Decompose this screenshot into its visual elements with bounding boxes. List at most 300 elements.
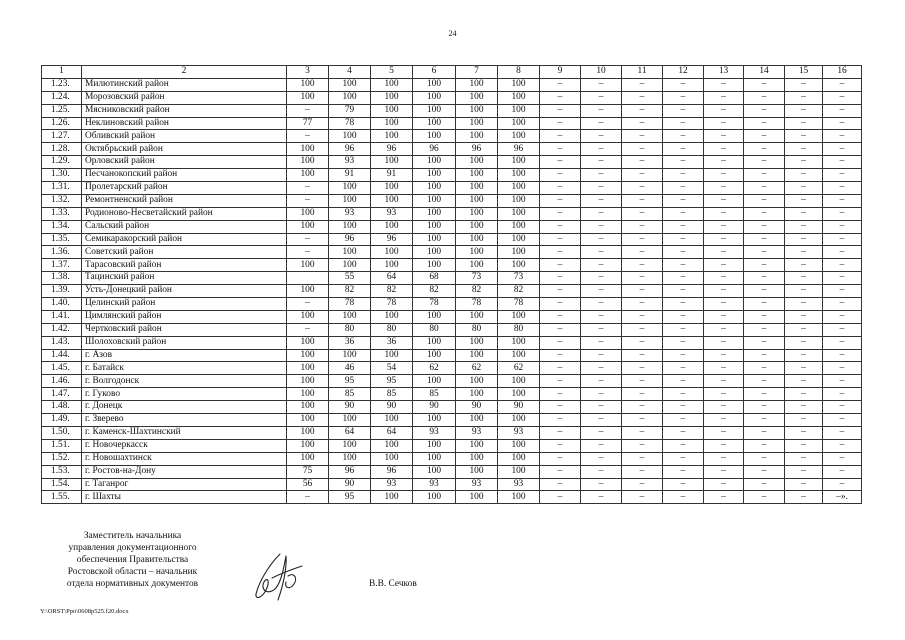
value-cell: 46 xyxy=(329,362,371,375)
value-cell: 100 xyxy=(371,349,413,362)
dash-cell: – xyxy=(744,323,785,336)
row-number: 1.48. xyxy=(42,401,82,414)
dash-cell: – xyxy=(785,182,823,195)
value-cell: 100 xyxy=(413,349,456,362)
dash-cell: – xyxy=(622,388,663,401)
row-number: 1.52. xyxy=(42,452,82,465)
value-cell: 78 xyxy=(371,298,413,311)
dash-cell: – xyxy=(540,426,581,439)
header-cell: 8 xyxy=(498,66,540,79)
dash-cell: – xyxy=(704,414,744,427)
value-cell: 100 xyxy=(413,259,456,272)
value-cell: 93 xyxy=(456,478,498,491)
dash-cell: – xyxy=(581,207,622,220)
value-cell: 100 xyxy=(498,194,540,207)
dash-cell: – xyxy=(540,362,581,375)
value-cell: 100 xyxy=(456,78,498,91)
dash-cell: – xyxy=(581,259,622,272)
table-row xyxy=(42,194,862,207)
value-cell: 36 xyxy=(371,336,413,349)
dash-cell: – xyxy=(704,362,744,375)
value-cell: 100 xyxy=(456,220,498,233)
value-cell: 82 xyxy=(456,285,498,298)
dash-cell: – xyxy=(785,375,823,388)
value-cell: 100 xyxy=(498,336,540,349)
district-name: Мясниковский район xyxy=(82,104,287,117)
row-number: 1.29. xyxy=(42,156,82,169)
value-cell: 64 xyxy=(371,272,413,285)
data-table xyxy=(41,65,862,504)
dash-cell: – xyxy=(663,143,704,156)
dash-cell: – xyxy=(704,220,744,233)
value-cell: 80 xyxy=(498,323,540,336)
dash-cell: – xyxy=(663,401,704,414)
district-name: Тацинский район xyxy=(82,272,287,285)
value-cell: 100 xyxy=(329,78,371,91)
value-cell: 100 xyxy=(413,220,456,233)
value-cell: 100 xyxy=(413,246,456,259)
dash-cell: – xyxy=(581,439,622,452)
value-cell: 100 xyxy=(498,233,540,246)
dash-cell: – xyxy=(785,388,823,401)
dash-cell: – xyxy=(785,220,823,233)
dash-cell: – xyxy=(663,478,704,491)
value-cell: 100 xyxy=(287,259,329,272)
table-row xyxy=(42,336,862,349)
dash-cell: – xyxy=(823,104,862,117)
table-row xyxy=(42,104,862,117)
value-cell: – xyxy=(287,298,329,311)
value-cell: 93 xyxy=(371,478,413,491)
value-cell: 100 xyxy=(456,414,498,427)
header-cell: 2 xyxy=(82,66,287,79)
value-cell: 62 xyxy=(456,362,498,375)
header-cell: 1 xyxy=(42,66,82,79)
value-cell: 100 xyxy=(413,207,456,220)
dash-cell: – xyxy=(581,401,622,414)
header-cell: 11 xyxy=(622,66,663,79)
value-cell: 100 xyxy=(287,169,329,182)
value-cell: 100 xyxy=(287,91,329,104)
dash-cell: – xyxy=(744,375,785,388)
dash-cell: – xyxy=(622,78,663,91)
dash-cell: – xyxy=(704,310,744,323)
dash-cell: – xyxy=(823,375,862,388)
value-cell: 100 xyxy=(371,491,413,504)
value-cell: 100 xyxy=(413,439,456,452)
district-name: Орловский район xyxy=(82,156,287,169)
signatory-line: обеспечения Правительства xyxy=(76,555,189,565)
value-cell: 100 xyxy=(498,349,540,362)
value-cell: 100 xyxy=(498,310,540,323)
district-name: г. Таганрог xyxy=(82,478,287,491)
dash-cell: – xyxy=(622,336,663,349)
district-name: г. Батайск xyxy=(82,362,287,375)
dash-cell: – xyxy=(785,194,823,207)
district-name: Семикаракорский район xyxy=(82,233,287,246)
value-cell: 100 xyxy=(287,349,329,362)
dash-cell: – xyxy=(823,78,862,91)
value-cell: 100 xyxy=(413,104,456,117)
value-cell: 100 xyxy=(498,375,540,388)
value-cell: 100 xyxy=(456,465,498,478)
value-cell: 90 xyxy=(329,401,371,414)
dash-cell: – xyxy=(785,336,823,349)
dash-cell: – xyxy=(823,388,862,401)
row-number: 1.44. xyxy=(42,349,82,362)
dash-cell: –». xyxy=(823,491,862,504)
dash-cell: – xyxy=(704,439,744,452)
dash-cell: – xyxy=(622,117,663,130)
row-number: 1.50. xyxy=(42,426,82,439)
dash-cell: – xyxy=(823,156,862,169)
dash-cell: – xyxy=(744,143,785,156)
dash-cell: – xyxy=(744,182,785,195)
value-cell: 100 xyxy=(413,491,456,504)
dash-cell: – xyxy=(785,478,823,491)
dash-cell: – xyxy=(622,298,663,311)
dash-cell: – xyxy=(704,117,744,130)
header-cell: 3 xyxy=(287,66,329,79)
dash-cell: – xyxy=(785,117,823,130)
value-cell: 62 xyxy=(498,362,540,375)
district-name: Цимлянский район xyxy=(82,310,287,323)
dash-cell: – xyxy=(704,285,744,298)
value-cell: 100 xyxy=(371,78,413,91)
value-cell: – xyxy=(287,104,329,117)
dash-cell: – xyxy=(785,169,823,182)
dash-cell: – xyxy=(581,78,622,91)
value-cell: – xyxy=(287,233,329,246)
dash-cell: – xyxy=(823,414,862,427)
value-cell: 100 xyxy=(456,117,498,130)
value-cell: 100 xyxy=(329,91,371,104)
value-cell: 100 xyxy=(456,104,498,117)
value-cell: 100 xyxy=(498,104,540,117)
dash-cell: – xyxy=(663,91,704,104)
row-number: 1.42. xyxy=(42,323,82,336)
value-cell: 100 xyxy=(287,285,329,298)
row-number: 1.23. xyxy=(42,78,82,91)
value-cell: 75 xyxy=(287,465,329,478)
dash-cell: – xyxy=(540,207,581,220)
row-number: 1.37. xyxy=(42,259,82,272)
dash-cell: – xyxy=(622,143,663,156)
value-cell: 80 xyxy=(413,323,456,336)
dash-cell: – xyxy=(540,220,581,233)
value-cell: 85 xyxy=(329,388,371,401)
value-cell: 91 xyxy=(371,169,413,182)
dash-cell: – xyxy=(581,104,622,117)
dash-cell: – xyxy=(785,143,823,156)
dash-cell: – xyxy=(823,130,862,143)
dash-cell: – xyxy=(540,117,581,130)
value-cell: 100 xyxy=(413,182,456,195)
dash-cell: – xyxy=(704,169,744,182)
dash-cell: – xyxy=(663,156,704,169)
value-cell: 100 xyxy=(456,194,498,207)
signatory-line: отдела нормативных документов xyxy=(66,579,199,589)
value-cell: 78 xyxy=(456,298,498,311)
dash-cell: – xyxy=(823,182,862,195)
value-cell: 100 xyxy=(287,439,329,452)
district-name: Морозовский район xyxy=(82,91,287,104)
dash-cell: – xyxy=(581,465,622,478)
value-cell: 85 xyxy=(413,388,456,401)
dash-cell: – xyxy=(744,220,785,233)
dash-cell: – xyxy=(823,194,862,207)
dash-cell: – xyxy=(704,272,744,285)
dash-cell: – xyxy=(785,349,823,362)
dash-cell: – xyxy=(704,465,744,478)
value-cell: 36 xyxy=(329,336,371,349)
value-cell: 80 xyxy=(456,323,498,336)
dash-cell: – xyxy=(622,156,663,169)
dash-cell: – xyxy=(581,414,622,427)
district-name: Обливский район xyxy=(82,130,287,143)
handwritten-signature xyxy=(250,548,310,604)
dash-cell: – xyxy=(581,426,622,439)
value-cell: 100 xyxy=(456,91,498,104)
dash-cell: – xyxy=(704,194,744,207)
dash-cell: – xyxy=(823,465,862,478)
dash-cell: – xyxy=(622,465,663,478)
dash-cell: – xyxy=(663,388,704,401)
dash-cell: – xyxy=(622,452,663,465)
dash-cell: – xyxy=(744,130,785,143)
value-cell: 100 xyxy=(287,310,329,323)
value-cell: 96 xyxy=(371,143,413,156)
row-number: 1.28. xyxy=(42,143,82,156)
value-cell: – xyxy=(287,246,329,259)
dash-cell: – xyxy=(704,156,744,169)
value-cell: 100 xyxy=(371,259,413,272)
header-cell: 4 xyxy=(329,66,371,79)
value-cell: 100 xyxy=(413,336,456,349)
table-row xyxy=(42,349,862,362)
header-cell: 7 xyxy=(456,66,498,79)
dash-cell: – xyxy=(540,439,581,452)
dash-cell: – xyxy=(622,401,663,414)
value-cell: 55 xyxy=(329,272,371,285)
value-cell: 82 xyxy=(371,285,413,298)
value-cell: 100 xyxy=(413,452,456,465)
dash-cell: – xyxy=(663,259,704,272)
table-row xyxy=(42,362,862,375)
dash-cell: – xyxy=(540,375,581,388)
dash-cell: – xyxy=(823,452,862,465)
dash-cell: – xyxy=(622,246,663,259)
value-cell: 100 xyxy=(329,220,371,233)
dash-cell: – xyxy=(540,310,581,323)
dash-cell: – xyxy=(540,401,581,414)
value-cell: 100 xyxy=(329,310,371,323)
value-cell: 82 xyxy=(329,285,371,298)
dash-cell: – xyxy=(581,285,622,298)
dash-cell: – xyxy=(704,143,744,156)
dash-cell: – xyxy=(823,478,862,491)
header-cell: 16 xyxy=(823,66,862,79)
value-cell: 100 xyxy=(413,233,456,246)
value-cell: 100 xyxy=(287,452,329,465)
dash-cell: – xyxy=(540,169,581,182)
table-row xyxy=(42,259,862,272)
dash-cell: – xyxy=(581,375,622,388)
table-row xyxy=(42,207,862,220)
table-row xyxy=(42,414,862,427)
district-name: г. Зверево xyxy=(82,414,287,427)
value-cell: 80 xyxy=(371,323,413,336)
dash-cell: – xyxy=(744,349,785,362)
value-cell: 100 xyxy=(287,143,329,156)
district-name: г. Гуково xyxy=(82,388,287,401)
value-cell: 100 xyxy=(371,414,413,427)
dash-cell: – xyxy=(744,426,785,439)
row-number: 1.43. xyxy=(42,336,82,349)
dash-cell: – xyxy=(663,182,704,195)
value-cell xyxy=(287,272,329,285)
value-cell: 100 xyxy=(287,426,329,439)
value-cell: 77 xyxy=(287,117,329,130)
row-number: 1.45. xyxy=(42,362,82,375)
value-cell: 78 xyxy=(329,298,371,311)
dash-cell: – xyxy=(663,362,704,375)
page-number: 24 xyxy=(448,29,457,38)
table-body xyxy=(42,66,862,504)
table-row xyxy=(42,375,862,388)
row-number: 1.46. xyxy=(42,375,82,388)
value-cell: 100 xyxy=(498,439,540,452)
row-number: 1.39. xyxy=(42,285,82,298)
dash-cell: – xyxy=(622,310,663,323)
dash-cell: – xyxy=(663,220,704,233)
dash-cell: – xyxy=(785,130,823,143)
dash-cell: – xyxy=(823,220,862,233)
table-row xyxy=(42,439,862,452)
value-cell: 64 xyxy=(329,426,371,439)
dash-cell: – xyxy=(744,272,785,285)
value-cell: 100 xyxy=(287,362,329,375)
dash-cell: – xyxy=(540,259,581,272)
row-number: 1.54. xyxy=(42,478,82,491)
file-path: Y:\ORST\Ppo\0608p525.f20.docx xyxy=(40,608,129,615)
district-name: Октябрьский район xyxy=(82,143,287,156)
row-number: 1.30. xyxy=(42,169,82,182)
dash-cell: – xyxy=(785,310,823,323)
dash-cell: – xyxy=(540,491,581,504)
value-cell: 100 xyxy=(371,439,413,452)
dash-cell: – xyxy=(744,388,785,401)
dash-cell: – xyxy=(744,478,785,491)
dash-cell: – xyxy=(540,336,581,349)
value-cell: 100 xyxy=(287,78,329,91)
dash-cell: – xyxy=(540,298,581,311)
dash-cell: – xyxy=(663,491,704,504)
value-cell: 100 xyxy=(329,259,371,272)
dash-cell: – xyxy=(540,104,581,117)
dash-cell: – xyxy=(704,426,744,439)
value-cell: 100 xyxy=(413,194,456,207)
table-row xyxy=(42,452,862,465)
value-cell: 100 xyxy=(498,452,540,465)
value-cell: 100 xyxy=(329,246,371,259)
dash-cell: – xyxy=(663,336,704,349)
header-cell: 14 xyxy=(744,66,785,79)
dash-cell: – xyxy=(704,401,744,414)
value-cell: 100 xyxy=(371,194,413,207)
value-cell: 91 xyxy=(329,169,371,182)
value-cell: 100 xyxy=(329,182,371,195)
value-cell: 96 xyxy=(498,143,540,156)
value-cell: 100 xyxy=(413,156,456,169)
value-cell: 100 xyxy=(371,246,413,259)
value-cell: 96 xyxy=(329,465,371,478)
row-number: 1.32. xyxy=(42,194,82,207)
value-cell: – xyxy=(287,194,329,207)
dash-cell: – xyxy=(581,298,622,311)
value-cell: 93 xyxy=(329,156,371,169)
dash-cell: – xyxy=(704,298,744,311)
value-cell: – xyxy=(287,491,329,504)
header-cell: 6 xyxy=(413,66,456,79)
header-cell: 12 xyxy=(663,66,704,79)
dash-cell: – xyxy=(581,194,622,207)
dash-cell: – xyxy=(785,414,823,427)
dash-cell: – xyxy=(823,246,862,259)
value-cell: 100 xyxy=(329,452,371,465)
dash-cell: – xyxy=(744,285,785,298)
value-cell: 100 xyxy=(456,388,498,401)
dash-cell: – xyxy=(704,323,744,336)
dash-cell: – xyxy=(540,143,581,156)
header-cell: 5 xyxy=(371,66,413,79)
row-number: 1.35. xyxy=(42,233,82,246)
dash-cell: – xyxy=(744,78,785,91)
table-row xyxy=(42,78,862,91)
dash-cell: – xyxy=(785,491,823,504)
value-cell: 93 xyxy=(413,426,456,439)
value-cell: 100 xyxy=(498,91,540,104)
table-row xyxy=(42,233,862,246)
dash-cell: – xyxy=(823,117,862,130)
header-cell: 10 xyxy=(581,66,622,79)
dash-cell: – xyxy=(622,414,663,427)
value-cell: 100 xyxy=(456,491,498,504)
value-cell: – xyxy=(287,323,329,336)
dash-cell: – xyxy=(785,439,823,452)
value-cell: 93 xyxy=(498,478,540,491)
value-cell: 100 xyxy=(371,104,413,117)
dash-cell: – xyxy=(744,233,785,246)
district-name: Ремонтненский район xyxy=(82,194,287,207)
dash-cell: – xyxy=(622,130,663,143)
dash-cell: – xyxy=(704,388,744,401)
dash-cell: – xyxy=(663,439,704,452)
row-number: 1.24. xyxy=(42,91,82,104)
dash-cell: – xyxy=(581,91,622,104)
dash-cell: – xyxy=(663,465,704,478)
value-cell: 100 xyxy=(413,78,456,91)
value-cell: 100 xyxy=(456,349,498,362)
value-cell: 100 xyxy=(498,117,540,130)
dash-cell: – xyxy=(540,272,581,285)
dash-cell: – xyxy=(744,465,785,478)
dash-cell: – xyxy=(823,323,862,336)
district-name: Неклиновский район xyxy=(82,117,287,130)
value-cell: 100 xyxy=(329,349,371,362)
dash-cell: – xyxy=(663,233,704,246)
value-cell: 100 xyxy=(498,130,540,143)
